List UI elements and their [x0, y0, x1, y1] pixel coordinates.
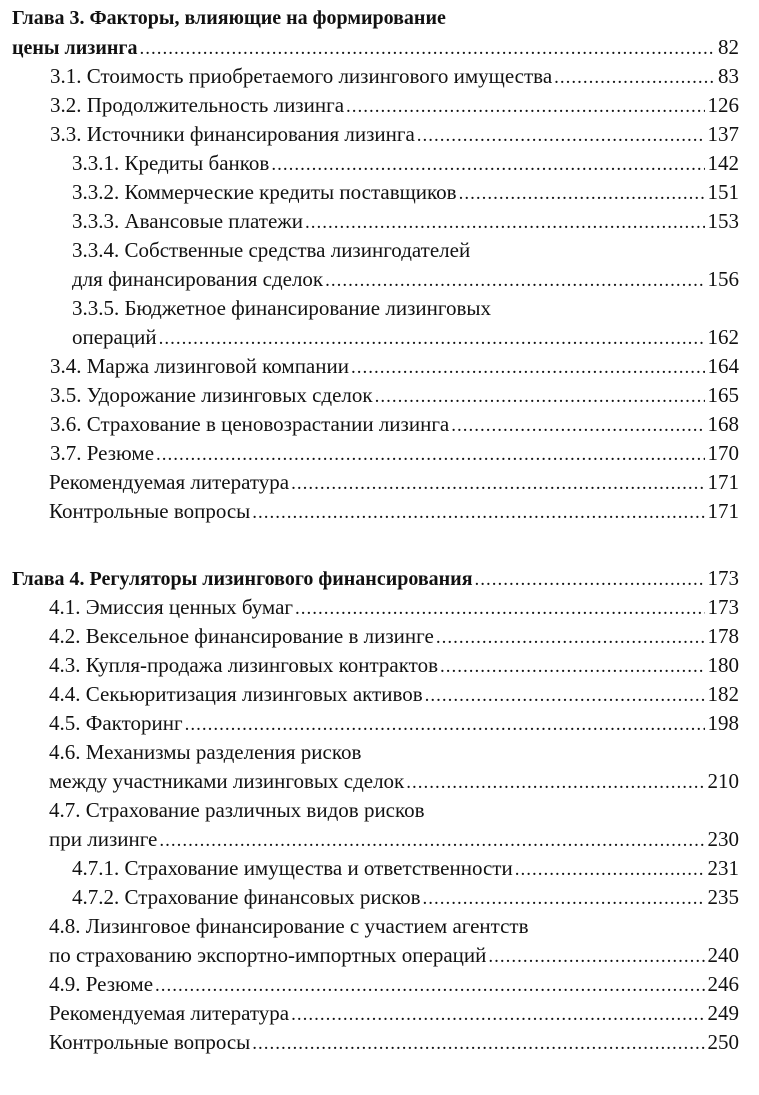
- entry-title: 4.3. Купля-продажа лизинговых контрактов: [49, 653, 438, 677]
- toc-entry[interactable]: [12, 738, 739, 767]
- page-number: 173: [707, 566, 739, 590]
- toc-subentry-cont[interactable]: [12, 265, 739, 294]
- page-number: 198: [707, 711, 739, 735]
- page-number: 240: [707, 943, 739, 967]
- toc-entry[interactable]: [12, 622, 739, 651]
- toc-entry[interactable]: [12, 62, 739, 91]
- page-number: 231: [707, 856, 739, 880]
- dot-leader: [252, 498, 704, 527]
- page-number: 165: [707, 383, 739, 407]
- entry-title-cont: по страхованию экспортно-импортных операций: [49, 943, 487, 967]
- chapter-heading-line[interactable]: [12, 33, 739, 62]
- dot-leader: [475, 565, 705, 594]
- toc-entry-cont[interactable]: [12, 941, 739, 970]
- chapter-title: Глава 3. Факторы, влияющие на формирование: [12, 7, 446, 29]
- page-number: 250: [707, 1030, 739, 1054]
- entry-title: 4.7.2. Страхование финансовых рисков: [72, 885, 421, 909]
- toc-entry[interactable]: [12, 91, 739, 120]
- dot-leader: [425, 681, 705, 710]
- entry-title: Рекомендуемая литература: [49, 470, 290, 494]
- table-of-contents: [12, 4, 739, 1095]
- toc-subentry[interactable]: [12, 294, 739, 323]
- entry-title: 4.6. Механизмы разделения рисков: [49, 740, 362, 764]
- entry-title: 4.7. Страхование различных видов рисков: [49, 798, 425, 822]
- chapter-title: Глава 4. Регуляторы лизингового финансирования: [12, 568, 473, 590]
- entry-title: Рекомендуемая литература: [49, 1001, 290, 1025]
- page-number: 178: [707, 624, 739, 648]
- entry-title: 3.1. Стоимость приобретаемого лизингового имущества: [50, 64, 553, 88]
- page-number: 153: [707, 209, 739, 233]
- toc-subentry[interactable]: [12, 149, 739, 178]
- page-number: 168: [707, 412, 739, 436]
- entry-title: 3.5. Удорожание лизинговых сделок: [50, 383, 373, 407]
- dot-leader: [515, 855, 705, 884]
- dot-leader: [305, 208, 704, 237]
- dot-leader: [156, 440, 704, 469]
- toc-entry[interactable]: [12, 680, 739, 709]
- toc-entry[interactable]: [12, 439, 739, 468]
- entry-title: 3.6. Страхование в ценовозрастании лизинга: [50, 412, 450, 436]
- entry-title: Контрольные вопросы: [49, 499, 251, 523]
- dot-leader: [440, 652, 705, 681]
- toc-entry[interactable]: [12, 410, 739, 439]
- page-number: 171: [707, 499, 739, 523]
- page-number: 151: [707, 180, 739, 204]
- entry-title: 3.3.3. Авансовые платежи: [72, 209, 304, 233]
- page-number: 235: [707, 885, 739, 909]
- page-number: 83: [718, 64, 739, 88]
- toc-subentry[interactable]: [12, 236, 739, 265]
- entry-title: 4.7.1. Страхование имущества и ответственности: [72, 856, 513, 880]
- dot-leader: [291, 469, 704, 498]
- chapter-heading-line[interactable]: [12, 564, 739, 593]
- entry-title: 3.3.4. Собственные средства лизингодателей: [72, 238, 471, 262]
- toc-subentry-cont[interactable]: [12, 323, 739, 352]
- toc-entry[interactable]: [12, 912, 739, 941]
- dot-leader: [488, 942, 704, 971]
- toc-entry[interactable]: [12, 796, 739, 825]
- page-number: 164: [707, 354, 739, 378]
- entry-title: 4.4. Секьюритизация лизинговых активов: [49, 682, 423, 706]
- dot-leader: [252, 1029, 704, 1058]
- chapter-title-cont: цены лизинга: [12, 37, 138, 59]
- entry-title: 4.8. Лизинговое финансирование с участием агентств: [49, 914, 529, 938]
- dot-leader: [295, 594, 704, 623]
- dot-leader: [346, 92, 704, 121]
- entry-title: 4.5. Факторинг: [49, 711, 183, 735]
- page-number: 156: [707, 267, 739, 291]
- dot-leader: [155, 971, 704, 1000]
- entry-title: 3.3.2. Коммерческие кредиты поставщиков: [72, 180, 457, 204]
- entry-title: 4.2. Вексельное финансирование в лизинге: [49, 624, 434, 648]
- dot-leader: [423, 884, 705, 913]
- toc-subentry[interactable]: [12, 207, 739, 236]
- dot-leader: [291, 1000, 704, 1029]
- dot-leader: [325, 266, 704, 295]
- page-number: 137: [707, 122, 739, 146]
- dot-leader: [351, 353, 705, 382]
- entry-title: 3.3.1. Кредиты банков: [72, 151, 270, 175]
- toc-entry-cont[interactable]: [12, 825, 739, 854]
- page-number: 170: [707, 441, 739, 465]
- toc-entry[interactable]: [12, 381, 739, 410]
- toc-entry[interactable]: [12, 1028, 739, 1057]
- page-number: 173: [707, 595, 739, 619]
- toc-entry[interactable]: [12, 651, 739, 680]
- page-number: 82: [718, 35, 739, 59]
- toc-entry[interactable]: [12, 709, 739, 738]
- page-number: 142: [707, 151, 739, 175]
- chapter-3: [12, 4, 739, 526]
- entry-title: 3.3.5. Бюджетное финансирование лизинговых: [72, 296, 491, 320]
- toc-subentry[interactable]: [12, 854, 739, 883]
- toc-entry[interactable]: [12, 970, 739, 999]
- dot-leader: [459, 179, 705, 208]
- page-number: 182: [707, 682, 739, 706]
- toc-entry[interactable]: [12, 999, 739, 1028]
- dot-leader: [185, 710, 705, 739]
- toc-entry[interactable]: [12, 497, 739, 526]
- toc-entry[interactable]: [12, 352, 739, 381]
- entry-title: 3.2. Продолжительность лизинга: [50, 93, 345, 117]
- toc-subentry[interactable]: [12, 178, 739, 207]
- dot-leader: [271, 150, 704, 179]
- entry-title: 4.9. Резюме: [49, 972, 154, 996]
- page-number: 210: [707, 769, 739, 793]
- chapter-4: [12, 564, 739, 1057]
- page-number: 126: [707, 93, 739, 117]
- dot-leader: [417, 121, 705, 150]
- dot-leader: [436, 623, 705, 652]
- entry-title-cont: для финансирования сделок: [72, 267, 324, 291]
- chapter-heading: [12, 4, 739, 33]
- toc-entry[interactable]: [12, 593, 739, 622]
- dot-leader: [159, 324, 705, 353]
- entry-title: 4.1. Эмиссия ценных бумаг: [49, 595, 294, 619]
- dot-leader: [406, 768, 704, 797]
- page-number: 230: [707, 827, 739, 851]
- entry-title-cont: между участниками лизинговых сделок: [49, 769, 405, 793]
- dot-leader: [451, 411, 704, 440]
- entry-title: 3.7. Резюме: [50, 441, 155, 465]
- page-number: 246: [707, 972, 739, 996]
- dot-leader: [139, 34, 715, 63]
- toc-entry[interactable]: [12, 468, 739, 497]
- dot-leader: [375, 382, 705, 411]
- entry-title: 3.3. Источники финансирования лизинга: [50, 122, 415, 146]
- entry-title: Контрольные вопросы: [49, 1030, 251, 1054]
- entry-title-cont: операций: [72, 325, 157, 349]
- page-number: 171: [707, 470, 739, 494]
- page-number: 162: [707, 325, 739, 349]
- page-number: 180: [707, 653, 739, 677]
- toc-entry[interactable]: [12, 120, 739, 149]
- toc-entry-cont[interactable]: [12, 767, 739, 796]
- entry-title-cont: при лизинге: [49, 827, 158, 851]
- page-number: 249: [707, 1001, 739, 1025]
- toc-subentry[interactable]: [12, 883, 739, 912]
- entry-title: 3.4. Маржа лизинговой компании: [50, 354, 349, 378]
- dot-leader: [554, 63, 715, 92]
- dot-leader: [159, 826, 704, 855]
